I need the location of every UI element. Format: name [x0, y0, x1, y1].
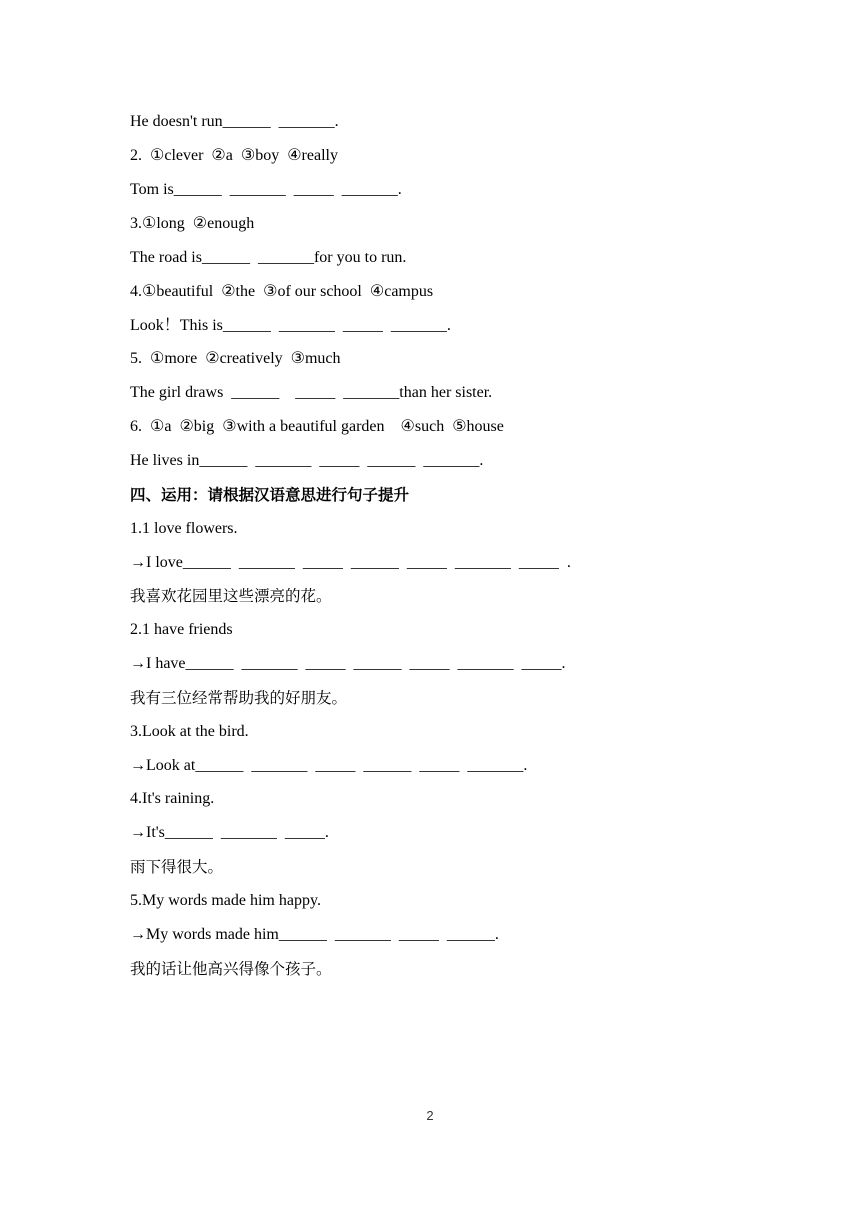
s4-q4-chinese: 雨下得很大。 [130, 858, 224, 876]
s4-q2-chinese: 我有三位经常帮助我的好朋友。 [130, 689, 348, 707]
q6-answer-line: He lives in______ _______ _____ ______ _______. [130, 452, 484, 469]
s4-q4-prompt: 4.It's raining. [130, 790, 215, 807]
s4-q4-answer-line: →It's______ _______ _____. [130, 824, 329, 841]
q6-options: 6. ①a ②big ③with a beautiful garden ④such ⑤house [130, 418, 504, 435]
page-number: 2 [426, 1108, 434, 1123]
s4-q3-answer-line: →Look at______ _______ _____ ______ _____ _______. [130, 757, 528, 774]
q3-answer-line: The road is______ _______for you to run. [130, 249, 407, 266]
s4-q1-answer-line: →I love______ _______ _____ ______ _____ _______ _____ . [130, 554, 571, 571]
q2-answer-line: Tom is______ _______ _____ _______. [130, 181, 402, 198]
q4-answer-line: Look！This is______ _______ _____ _______. [130, 317, 451, 334]
s4-q3-prompt: 3.Look at the bird. [130, 723, 249, 740]
q5-options: 5. ①more ②creatively ③much [130, 350, 341, 367]
q2-options: 2. ①clever ②a ③boy ④really [130, 147, 338, 164]
q4-options: 4.①beautiful ②the ③of our school ④campus [130, 283, 434, 300]
s4-q2-prompt: 2.1 have friends [130, 621, 233, 638]
s4-q5-prompt: 5.My words made him happy. [130, 892, 321, 909]
s4-q2-answer-line: →I have______ _______ _____ ______ _____ _______ _____. [130, 655, 566, 672]
q1-answer-line: He doesn't run______ _______. [130, 113, 339, 130]
q3-options: 3.①long ②enough [130, 215, 255, 232]
s4-q5-answer-line: →My words made him______ _______ _____ ______. [130, 926, 499, 943]
s4-q1-chinese: 我喜欢花园里这些漂亮的花。 [130, 587, 332, 605]
s4-q5-chinese: 我的话让他高兴得像个孩子。 [130, 960, 332, 978]
s4-q1-prompt: 1.1 love flowers. [130, 520, 238, 537]
q5-answer-line: The girl draws ______ _____ _______than her sister. [130, 384, 493, 401]
section-4-heading: 四、运用：请根据汉语意思进行句子提升 [130, 486, 410, 504]
